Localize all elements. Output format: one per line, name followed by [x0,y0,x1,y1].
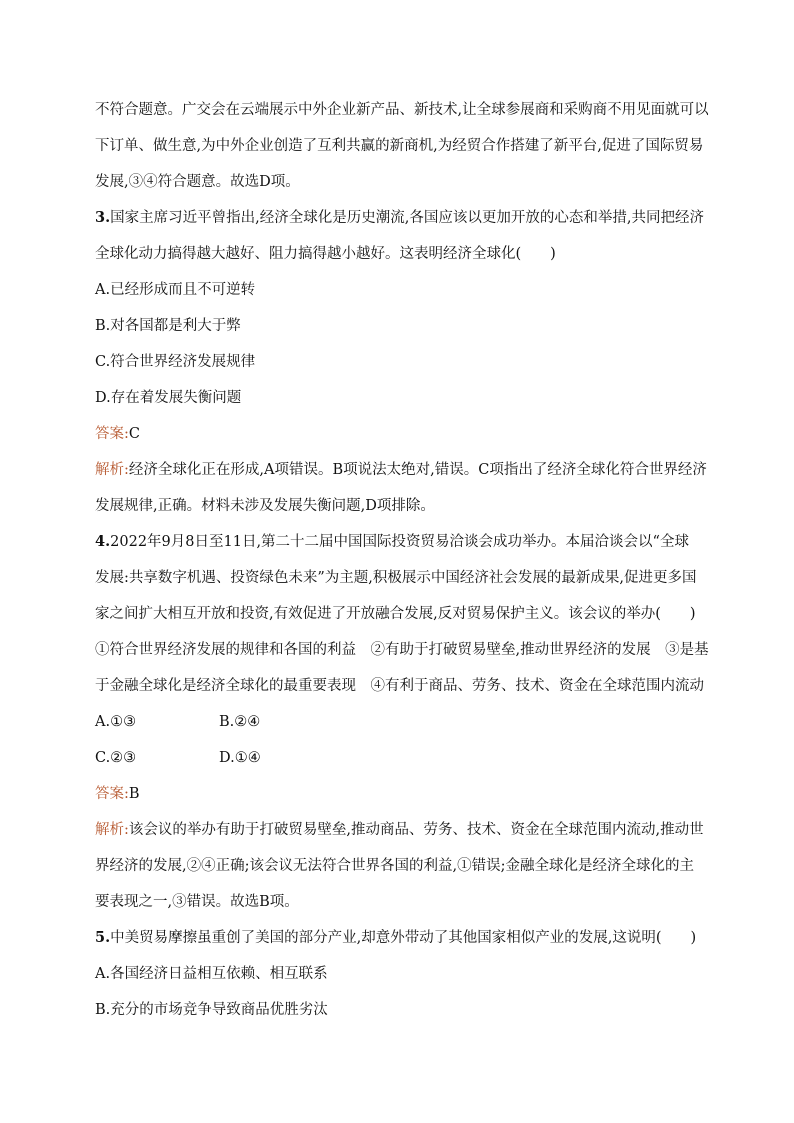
intro-line: 不符合题意。广交会在云端展示中外企业新产品、新技术,让全球参展商和采购商不用见面就可以 [95,102,709,118]
statement-list: 于金融全球化是经济全球化的最重要表现 ④有利于商品、劳务、技术、资金在全球范围内流动 [95,678,704,694]
statement-list: ①符合世界经济发展的规律和各国的利益 ②有助于打破贸易壁垒,推动世界经济的发展 ③是基 [95,642,709,658]
question-number: 5. [95,929,111,946]
answer [95,424,705,444]
analysis-text: 经济全球化正在形成,A项错误。B项说法太绝对,错误。C项指出了经济全球化符合世界经济 [128,462,707,478]
option-c: C.②③ [95,750,137,766]
option-c: C.符合世界经济发展规律 [95,354,256,370]
question-3-stem [95,208,705,228]
option-a: A.各国经济日益相互依赖、相互联系 [95,966,328,982]
analysis-label: 解析: [95,462,129,478]
option-b: B.充分的市场竞争导致商品优胜劣汰 [95,1002,328,1018]
intro-line: 发展,③④符合题意。故选D项。 [95,174,300,190]
question-4-stem [95,532,705,552]
question-text: 家之间扩大相互开放和投资,有效促进了开放融合发展,反对贸易保护主义。该会议的举办( ) [95,606,696,622]
question-text: 发展:共享数字机遇、投资绿色未来”为主题,积极展示中国经济社会发展的最新成果,促进更多国 [95,570,697,586]
question-text: 国家主席习近平曾指出,经济全球化是历史潮流,各国应该以更加开放的心态和举措,共同把经济 [110,210,704,226]
question-text: 中美贸易摩擦虽重创了美国的部分产业,却意外带动了其他国家相似产业的发展,这说明( ) [110,930,697,946]
analysis [95,820,705,840]
option-d: D.存在着发展失衡问题 [95,390,242,406]
answer-label: 答案: [95,426,129,442]
analysis-text: 发展规律,正确。材料未涉及发展失衡问题,D项排除。 [95,498,435,514]
options-row [95,748,705,768]
question-text: 全球化动力搞得越大越好、阻力搞得越小越好。这表明经济全球化( ) [95,246,556,262]
analysis-text: 该会议的举办有助于打破贸易壁垒,推动商品、劳务、技术、资金在全球范围内流动,推动世 [128,822,704,838]
document-page [95,100,709,1020]
answer [95,784,705,804]
option-a: A.①③ [95,714,137,730]
question-text: 2022年9月8日至11日,第二十二届中国国际投资贸易洽谈会成功举办。本届洽谈会以“全球 [110,534,689,550]
question-number: 4. [95,533,111,550]
option-b: B.②④ [219,714,261,730]
option-d: D.①④ [219,750,261,766]
question-number: 3. [95,209,111,226]
analysis-text: 界经济的发展,②④正确;该会议无法符合世界各国的利益,①错误;金融全球化是经济全球化的主 [95,858,694,874]
option-b: B.对各国都是利大于弊 [95,318,241,334]
question-5-stem [95,928,705,948]
analysis-text: 要表现之一,③错误。故选B项。 [95,894,299,910]
options-row [95,712,705,732]
answer-value: C [128,426,140,442]
analysis-label: 解析: [95,822,129,838]
intro-line: 下订单、做生意,为中外企业创造了互利共赢的新商机,为经贸合作搭建了新平台,促进了国际贸易 [95,138,704,154]
answer-value: B [128,786,140,802]
option-a: A.已经形成而且不可逆转 [95,282,256,298]
analysis [95,460,705,480]
answer-label: 答案: [95,786,129,802]
